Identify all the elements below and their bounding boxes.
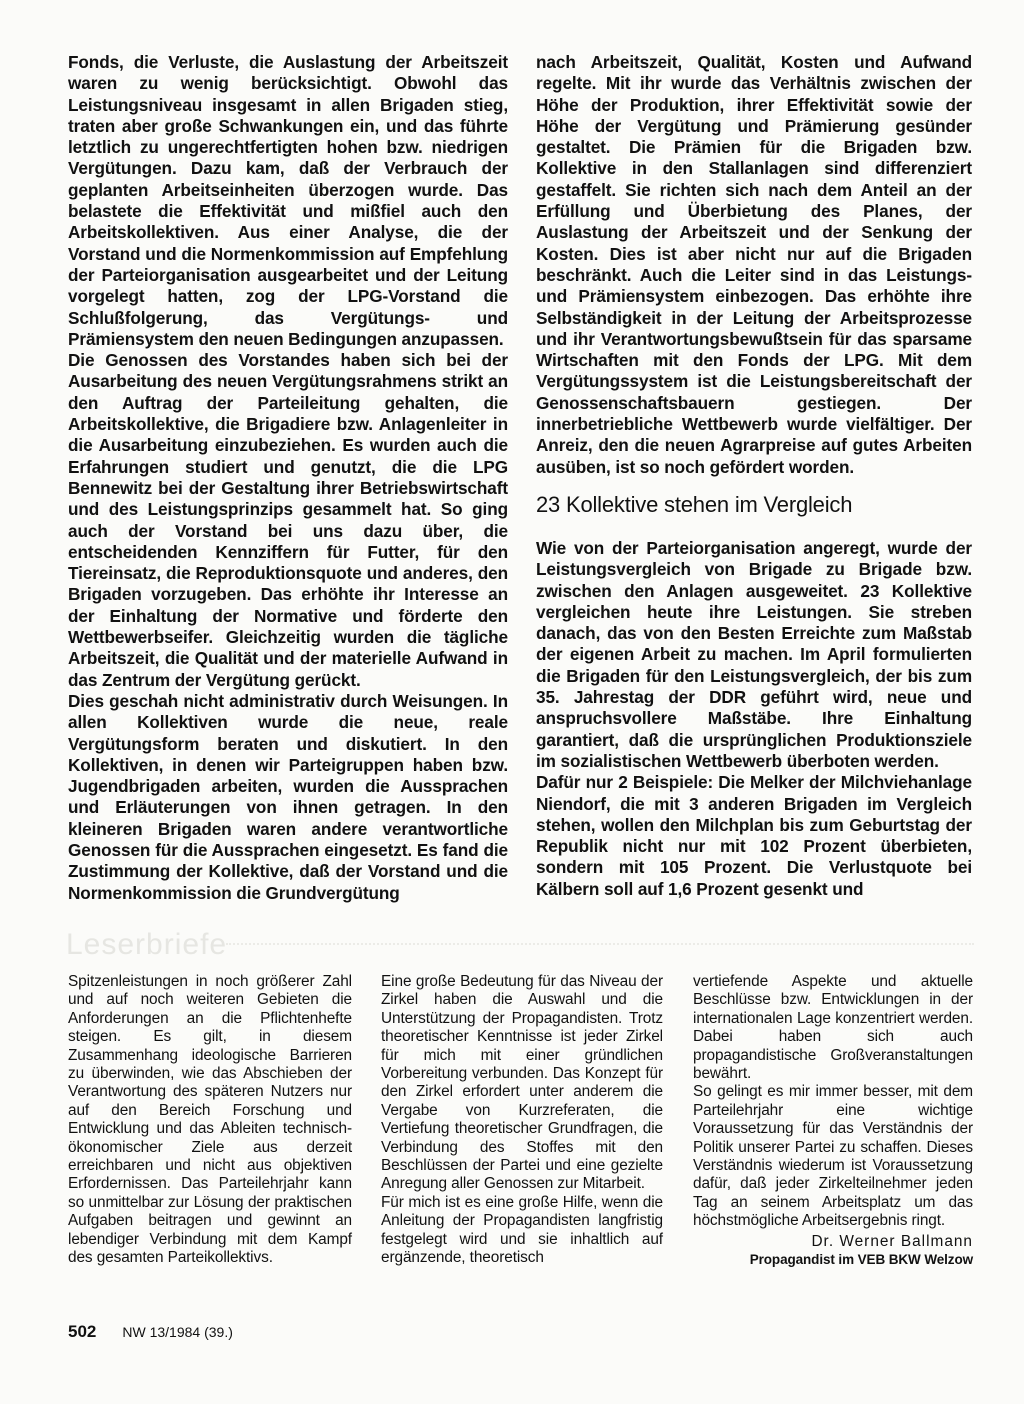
issue-label: NW 13/1984 (39.) [122,1324,233,1340]
paragraph: Spitzenleistungen in noch größerer Zahl und auf noch weiteren Gebieten die Anforderungen an die Pflichtenhefte steigen. Es gilt, in diesem Zusammenhang ideologische Barrieren zu überwinden, wie das Abschieben der Verantwortung des späteren Nutzers nur auf den Bereich Forschung und Entwicklung und das Ableiten technisch-ökonomischer Ziele aus derzeit erreichbaren und nicht aus objektiven Erfordernissen. Das Parteilehrjahr kann so unmittelbar zur Lösung der praktischen Aufgaben beitragen und gewinnt an lebendiger Verbindung mit dem Kampf des gesamten Parteikollektivs. [68,973,352,1267]
article-column-right [536,52,972,478]
signature-name: Dr. Werner Ballmann [811,1232,973,1250]
letters-column-3 [693,973,973,1270]
paragraph: Dies geschah nicht administrativ durch Weisungen. In allen Kollektiven wurde die neue, reale Vergütungsform beraten und diskutiert. In den Kollektiven, in denen wir Parteigruppen haben bzw. Jugendbrigaden arbeiten, wurden die Aussprachen und Erläuterungen von ihnen getragen. In den kleineren Brigaden waren andere verantwortliche Genossen für die Aussprachen eingesetzt. Es fand die Zustimmung der Kollektive, daß der Vorstand und die Normenkommission die Grundvergütung [68,690,508,903]
article-column-left [68,52,508,904]
section-divider [226,943,974,946]
signature-role: Propagandist im VEB BKW Welzow [749,1252,973,1268]
letters-column-1 [68,973,352,1268]
section-heading: 23 Kollektive stehen im Vergleich [536,492,853,517]
article-column-right-continued [536,538,972,900]
page-footer [68,1322,233,1342]
page-number: 502 [68,1322,97,1341]
letters-section-label: Leserbriefe [66,928,228,961]
letters-column-2 [381,973,663,1268]
paragraph: Dafür nur 2 Beispiele: Die Melker der Milchviehanlage Niendorf, die mit 3 anderen Brigaden im Vergleich stehen, wollen den Milchplan bis zum Geburtstag der Republik nicht nur mit 102 Prozent überbieten, sondern mit 105 Prozent. Die Verlustquote bei Kälbern soll auf 1,6 Prozent gesenkt und [536,772,972,899]
paragraph: Die Genossen des Vorstandes haben sich bei der Ausarbeitung des neuen Vergütungsrahmens strikt an den Auftrag der Parteileitung gehalten, die Arbeitskollektive, die Brigadiere bzw. Anlagenleiter in die Ausarbeitung einzubeziehen. Es wurden auch die Erfahrungen studiert und genutzt, die die LPG Bennewitz bei der Gestaltung ihrer Betriebswirtschaft und des Leistungsprinzips gesammelt hat. So ging auch der Vorstand bei uns dazu über, die entscheidenden Kennziffern für Futter, für den Tiereinsatz, die Reproduktionsquote und anderes, den Brigaden vorzugeben. Das erhöhte ihr Interesse an der Einhaltung der Normative und förderte den Wettbewerbseifer. Gleichzeitig wurden die tägliche Arbeitszeit, die Qualität und der materielle Aufwand in das Zentrum der Vergütung gerückt. [68,350,508,690]
paragraph: Eine große Bedeutung für das Niveau der Zirkel haben die Auswahl und die Unterstützung der Propagandisten. Trotz theoretischer Kenntnisse ist jeder Zirkel für mich mit einer gründlichen Vorbereitung verbunden. Das Konzept für den Zirkel erfordert unter anderem die Vergabe von Kurzreferaten, die Vertiefung theoretischer Grundfragen, die Verbindung des Stoffes mit den Beschlüssen der Partei und eine gezielte Anregung aller Genossen zur Mitarbeit. [381,973,663,1193]
paragraph: Wie von der Parteiorganisation angeregt, wurde der Leistungsvergleich von Brigade zu Brigade bzw. zwischen den Anlagen ausgeweitet. 23 Kollektive vergleichen heute ihre Leistungen. Sie streben danach, das von den Besten Erreichte zum Maßstab der eigenen Arbeit zu machen. Im April formulierten die Brigaden für den Leistungsvergleich, der bis zum 35. Jahrestag der DDR geführt wird, neue und anspruchsvollere Maßstäbe. Ihre Einhaltung garantiert, daß die ursprünglichen Produktionsziele im sozialistischen Wettbewerb überboten werden. [536,538,972,771]
paragraph: nach Arbeitszeit, Qualität, Kosten und Aufwand regelte. Mit ihr wurde das Verhältnis zwischen der Höhe der Produktion, ihrer Effektivität sowie der Höhe der Vergütung und Prämierung gesünder gestaltet. Die Prämien für die Brigaden bzw. Kollektive in den Stallanlagen sind differenziert gestaffelt. Sie richten sich nach dem Anteil an der Erfüllung und Überbietung des Planes, der Auslastung der Arbeitszeit und der Senkung der Kosten. Dies ist aber nicht nur auf die Brigaden beschränkt. Auch die Leiter sind in das Leistungs- und Prämiensystem einbezogen. Das erhöhte ihre Selbständigkeit in der Leitung der Arbeitsprozesse und ihr Verantwortungsbewußtsein für das sparsame Wirtschaften mit den Fonds der LPG. Mit dem Vergütungssystem ist die Leistungsbereitschaft der Genossenschaftsbauern gestiegen. Der innerbetriebliche Wettbewerb wurde vielfältiger. Der Anreiz, den die neuen Agrarpreise auf gutes Arbeiten ausüben, ist so noch gefördert worden. [536,52,972,477]
paragraph: vertiefende Aspekte und aktuelle Beschlüsse bzw. Entwicklungen in der internationalen Lage konzentriert werden. Dabei haben sich auch propagandistische Großveranstaltungen bewährt. [693,973,973,1083]
paragraph: So gelingt es mir immer besser, mit dem Parteilehrjahr eine wichtige Voraussetzung für das Verständnis der Politik unserer Partei zu schaffen. Dieses Verständnis wiederum ist Voraussetzung dafür, daß jeder Zirkelteilnehmer jeden Tag an seinem Arbeitsplatz um das höchstmögliche Arbeitsergebnis ringt. [693,1083,973,1230]
paragraph: Fonds, die Verluste, die Auslastung der Arbeitszeit waren zu wenig berücksichtigt. Obwohl das Leistungsniveau insgesamt in allen Brigaden stieg, traten aber große Schwankungen ein, und das führte letztlich zu ungerechtfertigten hohen bzw. niedrigen Vergütungen. Dazu kam, daß der Verbrauch der geplanten Arbeitseinheiten überzogen wurde. Das belastete die Effektivität und mißfiel auch den Arbeitskollektiven. Aus einer Analyse, die der Vorstand und die Normenkommission auf Empfehlung der Parteiorganisation ausgearbeitet und der Leitung vorgelegt hatten, zog der LPG-Vorstand die Schlußfolgerung, das Vergütungs- und Prämiensystem den neuen Bedingungen anzupassen. [68,52,508,349]
paragraph: Für mich ist es eine große Hilfe, wenn die Anleitung der Propagandisten langfristig festgelegt wird und sie inhaltlich auf ergänzende, theoretisch [381,1193,663,1267]
